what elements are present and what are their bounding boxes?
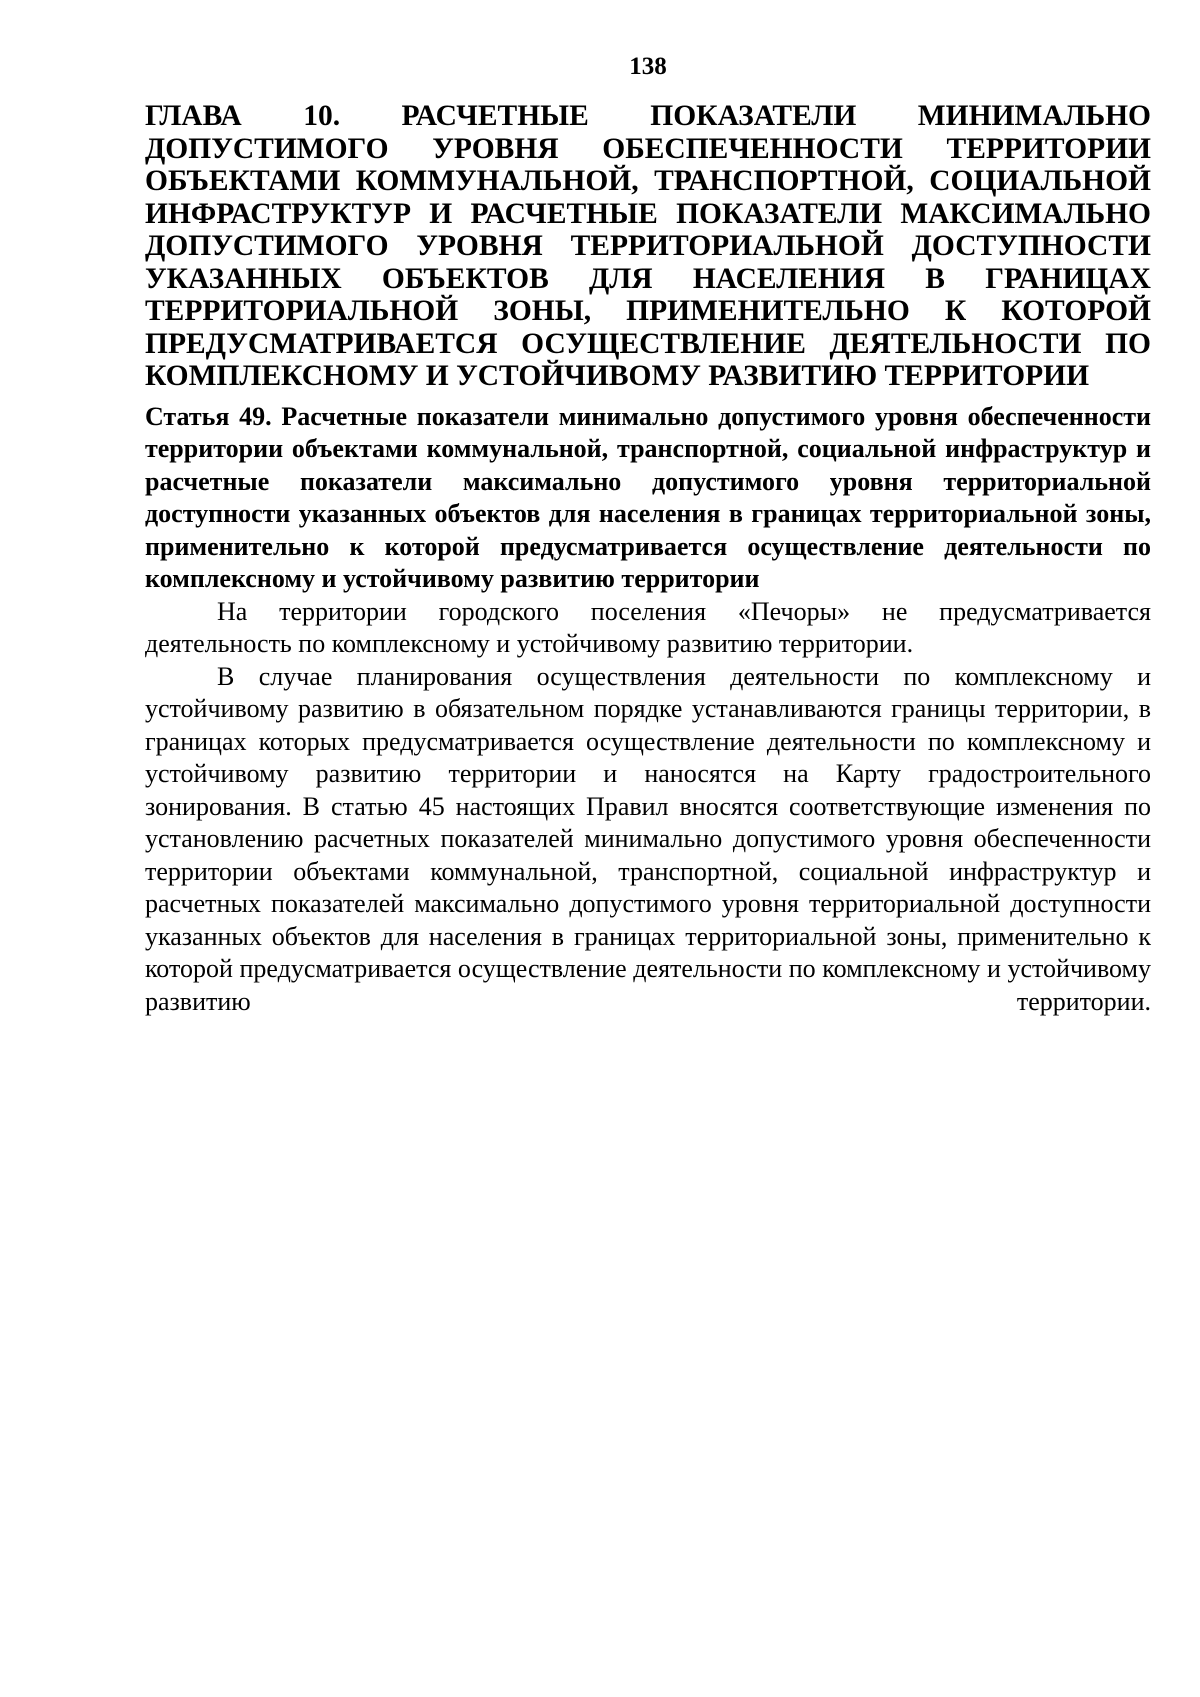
body-paragraph: На территории городского поселения «Печоры» не предусматривается деятельность по комплексному и устойчивому развитию территории. [145,596,1151,658]
article-title: Статья 49. Расчетные показатели минимально допустимого уровня обеспеченности территории объектами коммунальной, транспортной, социальной инфраструктур и расчетные показатели максимально допустимого уровня территориальной доступности указанных объектов для населения в границах территориальной зоны, применительно к которой предусматривается осуществление деятельности по комплексному и устойчивому развитию территории [145,401,1151,593]
body-paragraph: В случае планирования осуществления деятельности по комплексному и устойчивому развитию в обязательном порядке устанавливаются границы территории, в границах которых предусматривается осуществление деятельности по комплексному и устойчивому развитию территории и наносятся на Карту градостроительного зонирования. В статью 45 настоящих Правил вносятся соответствующие изменения по установлению расчетных показателей минимально допустимого уровня обеспеченности территории объектами коммунальной, транспортной, социальной инфраструктур и расчетных показателей максимально допустимого уровня территориальной доступности указанных объектов для населения в границах территориальной зоны, применительно к которой предусматривается осуществление деятельности по комплексному и устойчивому развитию территории. [145,661,1151,1016]
chapter-title: ГЛАВА 10. РАСЧЕТНЫЕ ПОКАЗАТЕЛИ МИНИМАЛЬНО ДОПУСТИМОГО УРОВНЯ ОБЕСПЕЧЕННОСТИ ТЕРРИТОРИИ ОБЪЕКТАМИ КОММУНАЛЬНОЙ, ТРАНСПОРТНОЙ, СОЦИАЛЬНОЙ ИНФРАСТРУКТУР И РАСЧЕТНЫЕ ПОКАЗАТЕЛИ МАКСИМАЛЬНО ДОПУСТИМОГО УРОВНЯ ТЕРРИТОРИАЛЬНОЙ ДОСТУПНОСТИ УКАЗАННЫХ ОБЪЕКТОВ ДЛЯ НАСЕЛЕНИЯ В ГРАНИЦАХ ТЕРРИТОРИАЛЬНОЙ ЗОНЫ, ПРИМЕНИТЕЛЬНО К КОТОРОЙ ПРЕДУСМАТРИВАЕТСЯ ОСУЩЕСТВЛЕНИЕ ДЕЯТЕЛЬНОСТИ ПО КОМПЛЕКСНОМУ И УСТОЙЧИВОМУ РАЗВИТИЮ ТЕРРИТОРИИ [145,100,1151,392]
page-number: 138 [629,53,667,80]
document-page [145,52,1151,1018]
